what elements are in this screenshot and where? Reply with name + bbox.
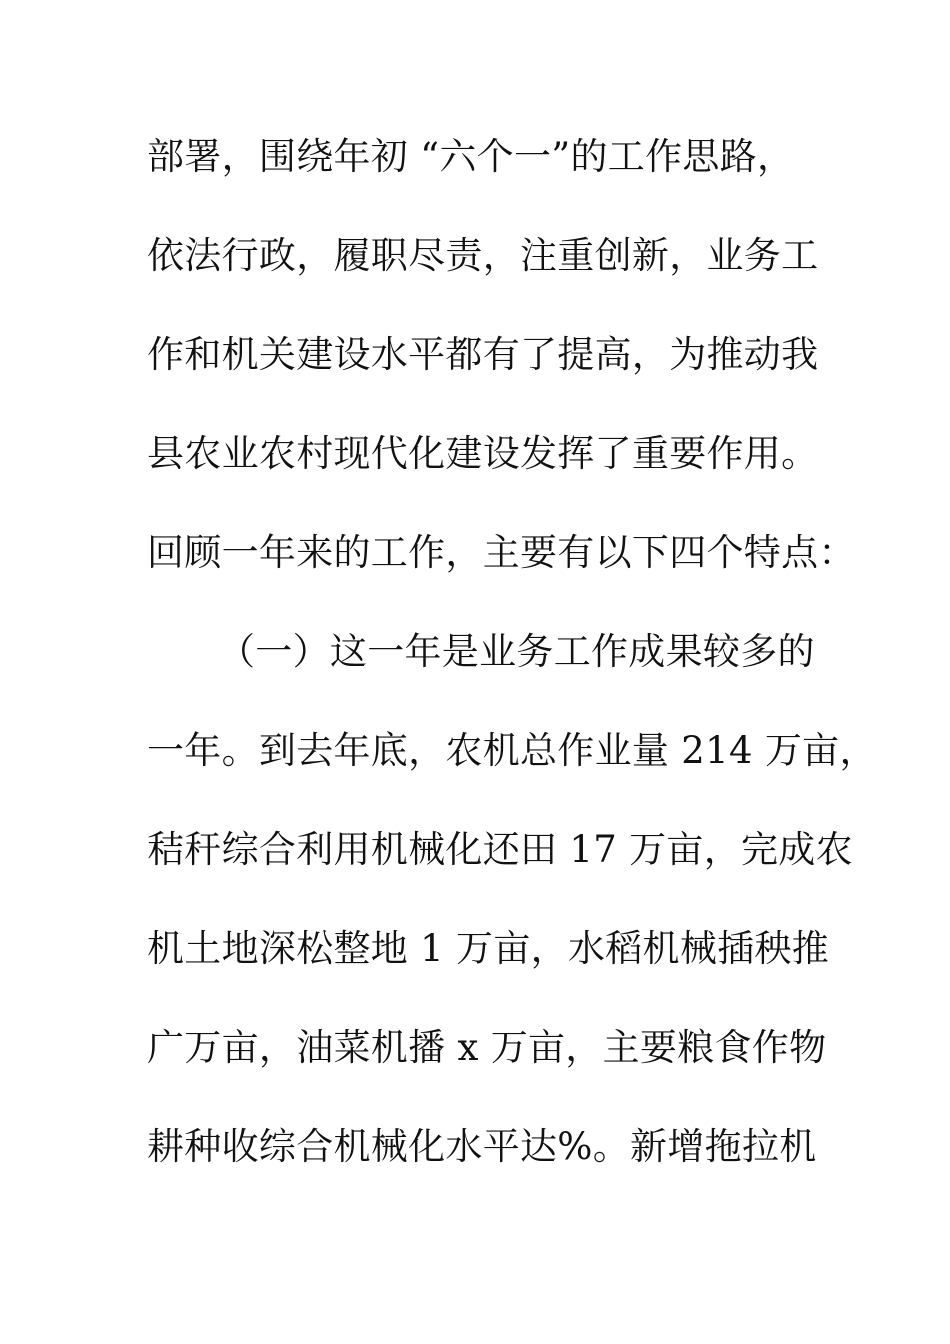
section-heading-line: （一）这一年是业务工作成果较多的 [218,630,815,673]
paragraph-line: 回顾一年来的工作，主要有以下四个特点： [147,531,856,574]
paragraph-line: 耕种收综合机械化水平达%。新增拖拉机 [147,1125,817,1168]
paragraph-line: 部署，围绕年初 “六个一”的工作思路， [147,135,795,178]
paragraph-line: 作和机关建设水平都有了提高，为推动我 [147,333,819,376]
paragraph-line: 秸秆综合利用机械化还田 17 万亩，完成农 [147,828,853,871]
paragraph-line: 广万亩，油菜机播 x 万亩，主要粮食作物 [147,1026,827,1069]
paragraph-line: 一年。到去年底，农机总作业量 214 万亩， [147,729,877,772]
paragraph-line: 依法行政，履职尽责，注重创新，业务工 [147,234,819,277]
paragraph-line: 机土地深松整地 1 万亩，水稻机械插秧推 [147,927,830,970]
paragraph-line: 县农业农村现代化建设发挥了重要作用。 [147,432,819,475]
